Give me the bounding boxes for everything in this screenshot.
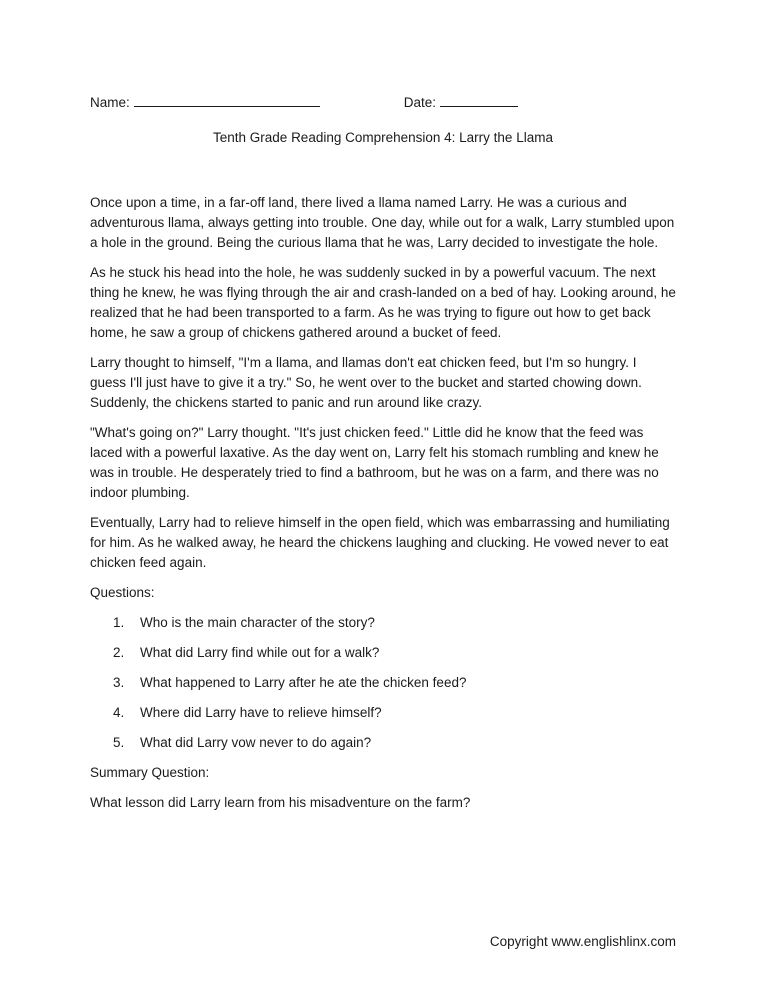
story-passage xyxy=(90,193,676,573)
date-blank-line xyxy=(440,92,518,107)
question-text: Who is the main character of the story? xyxy=(140,615,375,630)
question-text: Where did Larry have to relieve himself? xyxy=(140,705,382,720)
summary-question-heading: Summary Question: xyxy=(90,765,210,780)
question-text: What did Larry find while out for a walk? xyxy=(140,645,380,660)
question-item-1 xyxy=(90,613,676,633)
question-item-3 xyxy=(90,673,676,693)
story-paragraph-1: Once upon a time, in a far-off land, there lived a llama named Larry. He was a curious and adventurous llama, always getting into trouble. One day, while out for a walk, Larry stumbled upon a hole in the ground. Being the curious llama that he was, Larry decided to investigate the hole. xyxy=(90,195,675,250)
question-text: What happened to Larry after he ate the chicken feed? xyxy=(140,675,467,690)
question-item-5 xyxy=(90,733,676,753)
question-number: 1. xyxy=(113,615,125,630)
summary-question-text: What lesson did Larry learn from his misadventure on the farm? xyxy=(90,795,471,810)
story-paragraph-3: Larry thought to himself, "I'm a llama, and llamas don't eat chicken feed, but I'm so hungry. I guess I'll just have to give it a try." So, he went over to the bucket and started chowing down. Suddenly, the chickens started to panic and run around like crazy. xyxy=(90,355,642,410)
question-list xyxy=(90,613,676,753)
story-paragraph-4: "What's going on?" Larry thought. "It's just chicken feed." Little did he know that the feed was laced with a powerful laxative. As the day went on, Larry felt his stomach rumbling and knew he was in trouble. He desperately tried to find a bathroom, but he was on a farm, and there was no indoor plumbing. xyxy=(90,425,659,500)
question-item-2 xyxy=(90,643,676,663)
question-number: 3. xyxy=(113,675,125,690)
name-label: Name: xyxy=(90,95,130,110)
question-number: 5. xyxy=(113,735,125,750)
date-label: Date: xyxy=(403,95,437,110)
question-number: 4. xyxy=(113,705,125,720)
copyright-notice: Copyright www.englishlinx.com xyxy=(489,934,676,949)
question-item-4 xyxy=(90,703,676,723)
story-paragraph-5: Eventually, Larry had to relieve himself in the open field, which was embarrassing and humiliating for him. As he walked away, he heard the chickens laughing and clucking. He vowed never to eat chicken feed again. xyxy=(90,515,670,570)
worksheet-title: Tenth Grade Reading Comprehension 4: Larry the Llama xyxy=(213,130,553,145)
question-number: 2. xyxy=(113,645,125,660)
question-text: What did Larry vow never to do again? xyxy=(140,735,372,750)
name-blank-line xyxy=(134,92,320,107)
questions-heading: Questions: xyxy=(90,585,155,600)
name-date-row xyxy=(90,92,676,113)
story-paragraph-2: As he stuck his head into the hole, he was suddenly sucked in by a powerful vacuum. The next thing he knew, he was flying through the air and crash-landed on a bed of hay. Looking around, he realized that he had been transported to a farm. As he was trying to figure out how to get back home, he saw a group of chickens gathered around a bucket of feed. xyxy=(90,265,676,340)
